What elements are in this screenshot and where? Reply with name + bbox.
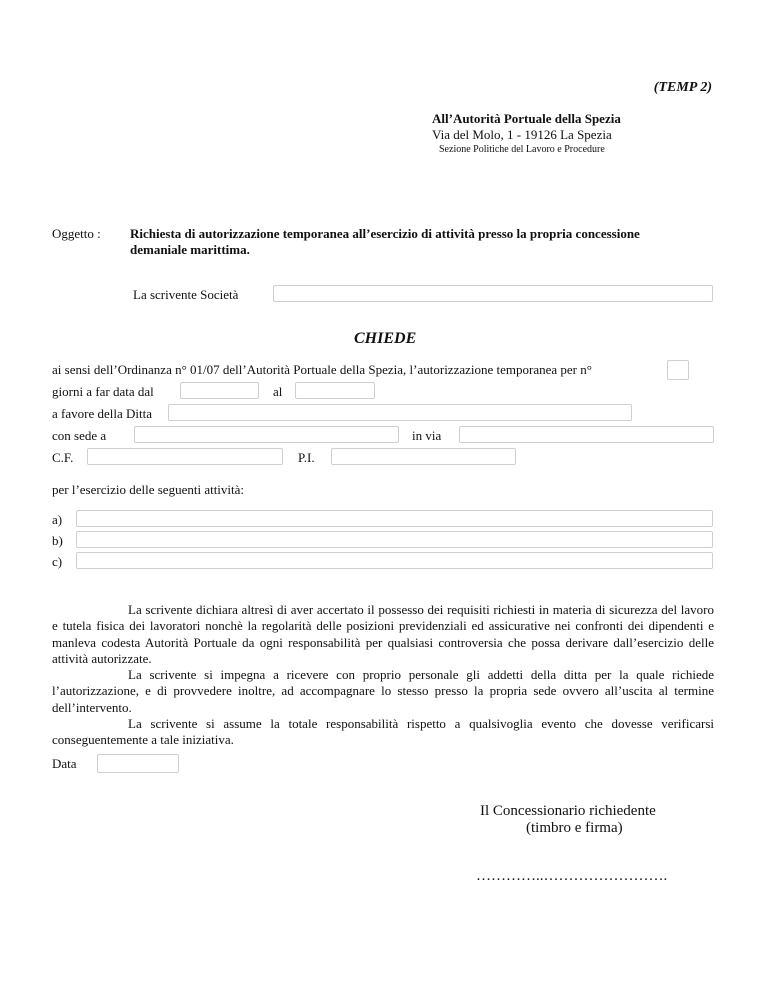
recipient-name: All’Autorità Portuale della Spezia (432, 111, 621, 126)
via-label: in via (412, 428, 442, 443)
date-to-field[interactable] (295, 382, 375, 399)
subject-line-1: Richiesta di autorizzazione temporanea all’esercizio di attività presso la propria concessione (130, 226, 640, 241)
activity-a-label: a) (52, 512, 63, 527)
request-line-1: ai sensi dell’Ordinanza n° 01/07 dell’Autorità Portuale della Spezia, l’autorizzazione temporanea per n° (52, 362, 592, 377)
sede-label: con sede a (52, 428, 107, 443)
activities-intro: per l’esercizio delle seguenti attività: (52, 482, 245, 497)
recipient-address: Via del Molo, 1 - 19126 La Spezia (432, 127, 612, 142)
company-favore-field[interactable] (168, 404, 632, 421)
declarations (52, 602, 714, 749)
date-label: Data (52, 756, 77, 771)
request-from-label: giorni a far data dal (52, 384, 154, 399)
applicant-label: La scrivente Società (133, 287, 239, 302)
activity-c-field[interactable] (76, 552, 713, 569)
recipient-section: Sezione Politiche del Lavoro e Procedure (439, 144, 605, 155)
request-to-label: al (273, 384, 283, 399)
declaration-paragraph-3: La scrivente si assume la totale responsabilità rispetto a qualsivoglia evento che dovesse verificarsi conseguentemente a tale iniziativa. (52, 716, 714, 748)
days-count-field[interactable] (667, 360, 689, 380)
activity-b-field[interactable] (76, 531, 713, 548)
cf-label: C.F. (52, 450, 74, 465)
activity-a-field[interactable] (76, 510, 713, 527)
document-code: (TEMP 2) (653, 80, 712, 95)
subject-label: Oggetto : (52, 226, 101, 241)
pi-label: P.I. (298, 450, 315, 465)
signature-line: …………..……………………. (476, 868, 668, 884)
cf-field[interactable] (87, 448, 283, 465)
chiede-heading: CHIEDE (354, 330, 417, 347)
date-field[interactable] (97, 754, 179, 773)
declaration-paragraph-1: La scrivente dichiara altresì di aver accertato il possesso dei requisiti richiesti in materia di sicurezza del lavoro e tutela fisica dei lavoratori nonchè la regolarità delle posizioni previdenziali ed assicurative nei confronti dei dipendenti e manleva codesta Autorità Portuale da ogni responsabilità per qualsiasi controversia che possa derivare dall’esercizio delle attività autorizzate. (52, 602, 714, 666)
pi-field[interactable] (331, 448, 516, 465)
via-field[interactable] (459, 426, 714, 443)
applicant-company-field[interactable] (273, 285, 713, 302)
sede-field[interactable] (134, 426, 399, 443)
activity-c-label: c) (52, 554, 63, 569)
signature-subtitle: (timbro e firma) (526, 820, 623, 836)
subject-line-2: demaniale marittima. (130, 242, 250, 257)
date-from-field[interactable] (180, 382, 259, 399)
activity-b-label: b) (52, 533, 63, 548)
declaration-paragraph-2: La scrivente si impegna a ricevere con proprio personale gli addetti della ditta per la quale richiede l’autorizzazione, e di provvedere inoltre, ad accompagnare lo stesso presso la propria sede ovvero all’uscita al termine dell’intervento. (52, 667, 714, 715)
company-favore-label: a favore della Ditta (52, 406, 152, 421)
signature-title: Il Concessionario richiedente (480, 803, 656, 819)
